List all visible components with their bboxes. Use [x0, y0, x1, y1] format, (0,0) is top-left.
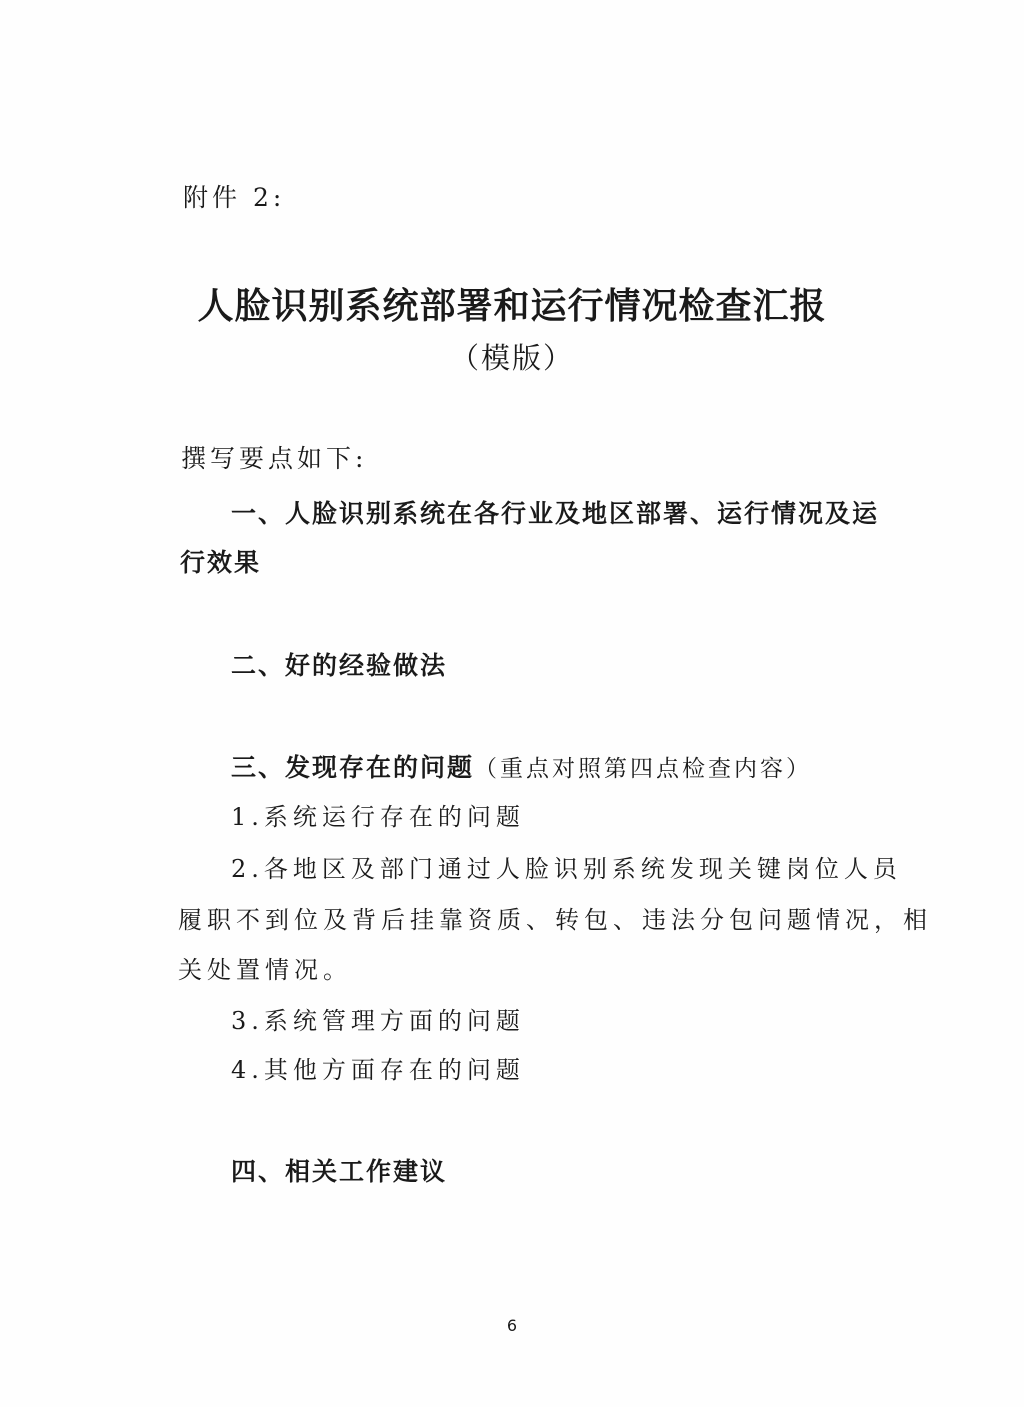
section3-item2-line2: 履职不到位及背后挂靠资质、转包、违法分包问题情况，相 — [178, 906, 932, 934]
section3-item2-line1: 2.各地区及部门通过人脸识别系统发现关键岗位人员 — [231, 855, 902, 883]
section3-heading — [231, 748, 812, 784]
section3-item4: 4.其他方面存在的问题 — [231, 1056, 525, 1084]
page-number: 6 — [506, 1316, 518, 1335]
section3-item1: 1.系统运行存在的问题 — [231, 803, 525, 831]
section1-heading-line2: 行效果 — [180, 548, 262, 577]
section3-note: （重点对照第四点检查内容） — [474, 756, 813, 782]
attachment-label: 附件 2: — [183, 183, 286, 212]
document-subtitle: （模版） — [449, 341, 574, 375]
section3-item3: 3.系统管理方面的问题 — [231, 1007, 525, 1035]
section2-heading: 二、好的经验做法 — [231, 651, 448, 680]
section3-item2-line3: 关处置情况。 — [178, 956, 352, 984]
intro-text: 撰写要点如下: — [181, 444, 368, 473]
document-title: 人脸识别系统部署和运行情况检查汇报 — [197, 285, 827, 327]
section4-heading: 四、相关工作建议 — [231, 1157, 448, 1186]
section3-heading-text: 三、发现存在的问题 — [231, 753, 475, 782]
section1-heading-line1: 一、人脸识别系统在各行业及地区部署、运行情况及运 — [231, 499, 880, 528]
